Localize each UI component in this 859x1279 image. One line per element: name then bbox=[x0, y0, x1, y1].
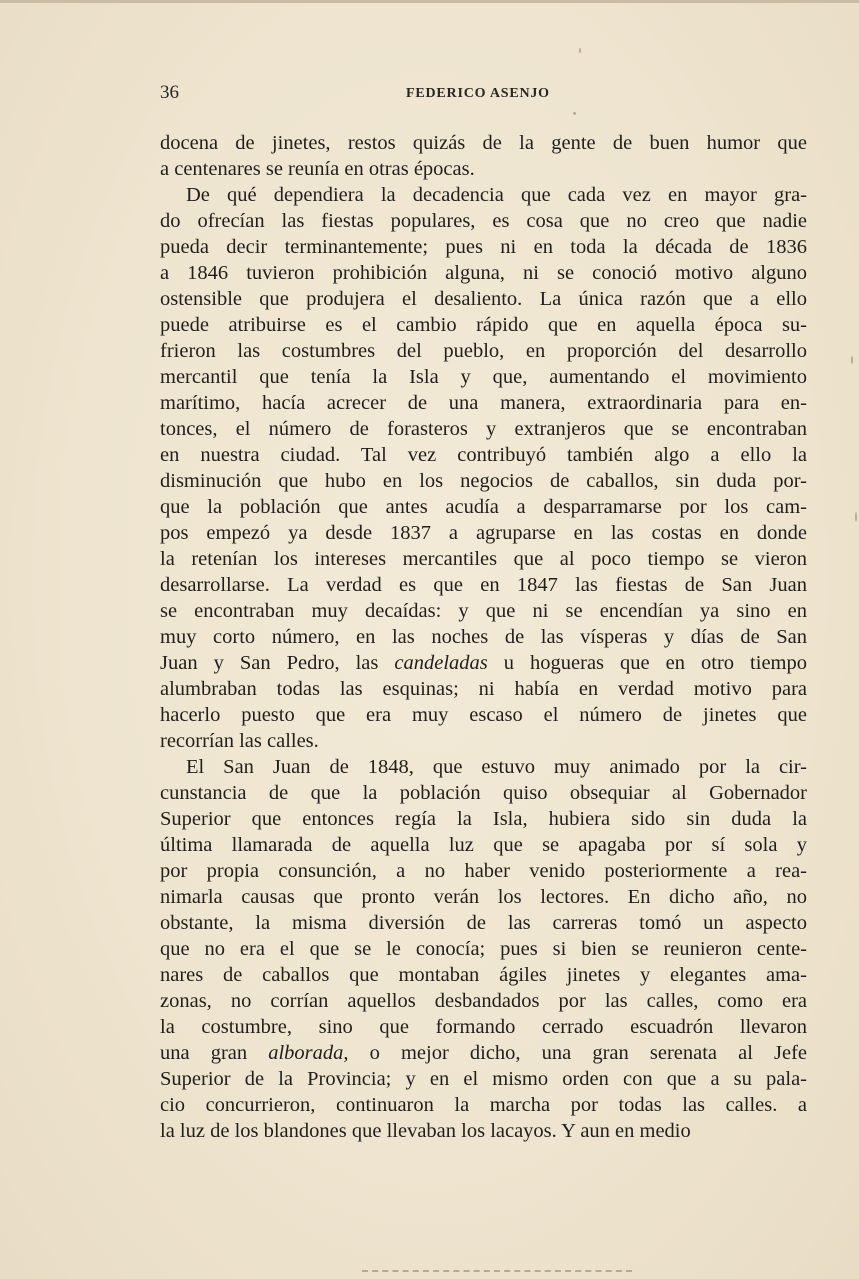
text-line: cio concurrieron, continuaron la marcha por todas las calles. a bbox=[160, 1094, 807, 1116]
text-line: Superior que entonces regía la Isla, hubiera sido sin duda la bbox=[160, 808, 807, 830]
text-line: nimarla causas que pronto verán los lectores. En dicho año, no bbox=[160, 886, 807, 908]
running-title: FEDERICO ASENJO bbox=[406, 86, 550, 101]
text-line: obstante, la misma diversión de las carreras tomó un aspecto bbox=[160, 912, 807, 934]
text-line: muy corto número, en las noches de las vísperas y días de San bbox=[160, 626, 807, 648]
text-line bbox=[160, 1040, 807, 1066]
text-line: hacerlo puesto que era muy escaso el número de jinetes que bbox=[160, 704, 807, 726]
text-line: recorrían las calles. bbox=[160, 730, 319, 752]
text-line: frieron las costumbres del pueblo, en proporción del desarrollo bbox=[160, 340, 807, 362]
page-top-edge bbox=[0, 0, 859, 3]
page-number: 36 bbox=[160, 82, 179, 103]
body-text bbox=[160, 130, 807, 1144]
text-run: o mejor dicho, una gran serenata al Jefe bbox=[348, 1042, 807, 1064]
text-line bbox=[160, 650, 807, 676]
running-header bbox=[0, 82, 859, 106]
text-run: Juan y San Pedro, las bbox=[160, 652, 395, 674]
text-line: do ofrecían las fiestas populares, es cosa que no creo que nadie bbox=[160, 210, 807, 232]
text-line: puede atribuirse es el cambio rápido que en aquella época su- bbox=[160, 314, 807, 336]
text-line: nares de caballos que montaban ágiles jinetes y elegantes ama- bbox=[160, 964, 807, 986]
text-line: la luz de los blandones que llevaban los lacayos. Y aun en medio bbox=[160, 1120, 691, 1142]
italic-term: alborada, bbox=[268, 1042, 349, 1064]
text-line: a 1846 tuvieron prohibición alguna, ni se conoció motivo alguno bbox=[160, 262, 807, 284]
text-line: última llamarada de aquella luz que se apagaba por sí sola y bbox=[160, 834, 807, 856]
italic-term: candeladas bbox=[394, 652, 488, 674]
paper-speck bbox=[855, 512, 857, 522]
text-line: De qué dependiera la decadencia que cada vez en mayor gra- bbox=[186, 184, 807, 206]
text-line: a centenares se reunía en otras épocas. bbox=[160, 158, 475, 180]
text-line: disminución que hubo en los negocios de caballos, sin duda por- bbox=[160, 470, 807, 492]
text-line: mercantil que tenía la Isla y que, aumentando el movimiento bbox=[160, 366, 807, 388]
text-run: una gran bbox=[160, 1042, 269, 1064]
text-line: El San Juan de 1848, que estuvo muy animado por la cir- bbox=[186, 756, 807, 778]
bottom-edge-marks bbox=[362, 1270, 632, 1274]
paper-speck bbox=[573, 112, 576, 115]
text-line: marítimo, hacía acrecer de una manera, extraordinaria para en- bbox=[160, 392, 807, 414]
text-line: se encontraban muy decaídas: y que ni se encendían ya sino en bbox=[160, 600, 807, 622]
text-line: pueda decir terminantemente; pues ni en toda la década de 1836 bbox=[160, 236, 807, 258]
text-line: por propia consunción, a no haber venido posteriormente a rea- bbox=[160, 860, 807, 882]
text-line: en nuestra ciudad. Tal vez contribuyó también algo a ello la bbox=[160, 444, 807, 466]
paper-speck bbox=[579, 48, 581, 53]
text-line: pos empezó ya desde 1837 a agruparse en las costas en donde bbox=[160, 522, 807, 544]
text-line: Superior de la Provincia; y en el mismo orden con que a su pala- bbox=[160, 1068, 807, 1090]
text-line: alumbraban todas las esquinas; ni había en verdad motivo para bbox=[160, 678, 807, 700]
text-line: la costumbre, sino que formando cerrado escuadrón llevaron bbox=[160, 1016, 807, 1038]
text-run: u hogueras que en otro tiempo bbox=[487, 652, 807, 674]
text-line: tonces, el número de forasteros y extranjeros que se encontraban bbox=[160, 418, 807, 440]
text-line: que no era el que se le conocía; pues si bien se reunieron cente- bbox=[160, 938, 807, 960]
text-line: que la población que antes acudía a desparramarse por los cam- bbox=[160, 496, 807, 518]
text-line: ostensible que produjera el desaliento. La única razón que a ello bbox=[160, 288, 807, 310]
text-line: zonas, no corrían aquellos desbandados por las calles, como era bbox=[160, 990, 807, 1012]
text-line: docena de jinetes, restos quizás de la gente de buen humor que bbox=[160, 132, 807, 154]
paper-speck bbox=[851, 356, 853, 364]
text-line: cunstancia de que la población quiso obsequiar al Gobernador bbox=[160, 782, 807, 804]
text-line: la retenían los intereses mercantiles que al poco tiempo se vieron bbox=[160, 548, 807, 570]
text-line: desarrollarse. La verdad es que en 1847 las fiestas de San Juan bbox=[160, 574, 807, 596]
